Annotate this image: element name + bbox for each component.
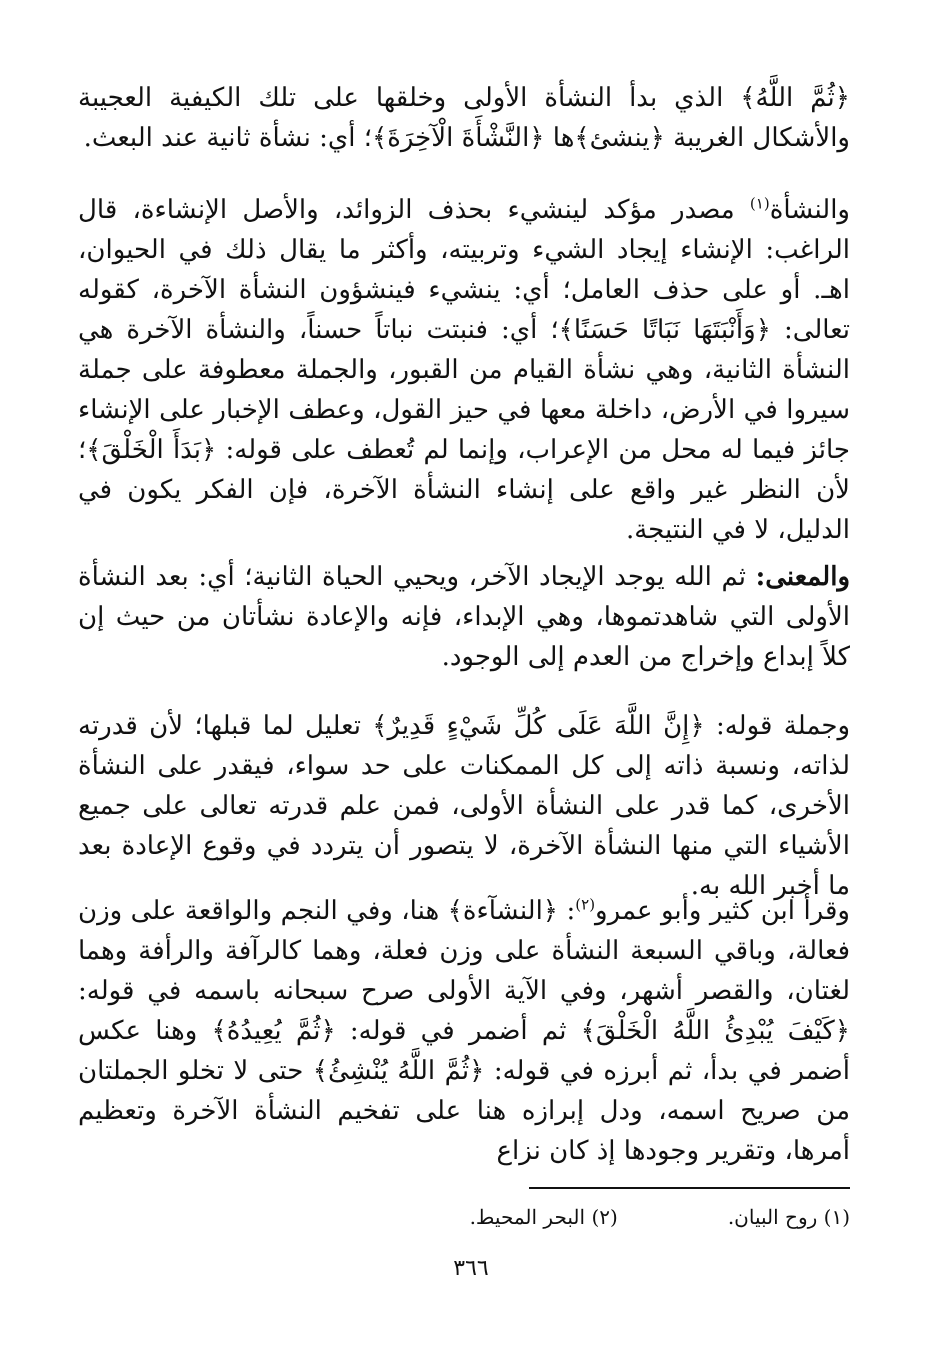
paragraph-3 [78,557,850,677]
footnote-2-text: البحر المحيط. [469,1205,586,1229]
paragraph-3-text: ثم الله يوجد الإيجاد الآخر، ويحيي الحياة الثانية؛ أي: بعد النشأة الأولى التي شاهدتموها، وهي الإبداء، فإنه والإعادة نشأتان من حيث إن كلاً إبداع وإخراج من العدم إلى الوجود. [78,562,850,672]
footnote-separator [529,1187,850,1189]
paragraph-1-text: ﴿ثُمَّ اللَّهُ﴾ الذي بدأ النشأة الأولى وخلقها على تلك الكيفية العجيبة والأشكال الغريبة ﴿ينشئ﴾ها ﴿النَّشْأَةَ الْآخِرَةَ﴾؛ أي: نشأة ثانية عند البعث. [78,83,850,153]
paragraph-5-before: وقرأ ابن كثير وأبو عمرو [595,896,850,926]
paragraph-1 [78,78,850,158]
paragraph-5 [78,891,850,1171]
footnote-ref-2[interactable]: (٢) [575,895,596,914]
footnote-ref-1[interactable]: (١) [749,194,770,213]
paragraph-2-lead-word: والنشأة [769,195,850,225]
paragraph-2-text: مصدر مؤكد لينشيء بحذف الزوائد، والأصل الإنشاءة، قال الراغب: الإنشاء إيجاد الشيء وتربيته، وأكثر ما يقال ذلك في الحيوان، اهـ. أو على حذف العامل؛ أي: ينشيء فينشؤون النشأة الآخرة، كقوله تعالى: ﴿وَأَنْبَتَهَا نَبَاتًا حَسَنًا﴾؛ أي: فنبتت نباتاً حسناً، والنشأة الآخرة هي النشأة الثانية، وهي نشأة القيام من القبور، والجملة معطوفة على جملة سيروا في الأرض، داخلة معها في حيز القول، وعطف الإخبار على الإنشاء جائز فيما له محل من الإعراب، وإنما لم تُعطف على قوله: ﴿بَدَأَ الْخَلْقَ﴾؛ لأن النظر غير واقع على إنشاء النشأة الآخرة، فإن الفكر يكون في الدليل، لا في النتيجة. [78,195,850,545]
footnotes [290,1203,850,1231]
paragraph-4 [78,706,850,906]
footnote-2 [470,1203,618,1231]
page-number: ٣٦٦ [453,1256,489,1281]
footnote-1-number: (١) [823,1205,850,1229]
footnote-1-text: روح البيان. [727,1205,818,1229]
paragraph-3-lead: والمعنى: [755,562,850,592]
paragraph-5-text: : ﴿النشآءة﴾ هنا، وفي النجم والواقعة على وزن فعالة، وباقي السبعة النشأة على وزن فعلة، وهما كالرآفة والرأفة وهما لغتان، والقصر أشهر، وفي الآية الأولى صرح سبحانه باسمه في قوله: ﴿كَيْفَ يُبْدِئُ اللَّهُ الْخَلْقَ﴾ ثم أضمر في قوله: ﴿ثُمَّ يُعِيدُهُ﴾ وهنا عكس أضمر في بدأ، ثم أبرزه في قوله: ﴿ثُمَّ اللَّهُ يُنْشِئُ﴾ حتى لا تخلو الجملتان من صريح اسمه، ودل إبرازه هنا على تفخيم النشأة الآخرة وتعظيم أمرها، وتقرير وجودها إذ كان نزاع [78,896,850,1166]
paragraph-2 [78,190,850,550]
paragraph-4-text: وجملة قوله: ﴿إِنَّ اللَّهَ عَلَى كُلِّ شَيْءٍ قَدِيرٌ﴾ تعليل لما قبلها؛ لأن قدرته لذاته، ونسبة ذاته إلى كل الممكنات على حد سواء، فيقدر على النشأة الأخرى، كما قدر على النشأة الأولى، فمن علم قدرته تعالى على جميع الأشياء التي منها النشأة الآخرة، لا يتصور أن يتردد في وقوع الإعادة بعد ما أخبر الله به. [78,711,850,901]
footnote-1 [728,1203,850,1231]
footnote-2-number: (٢) [591,1205,618,1229]
